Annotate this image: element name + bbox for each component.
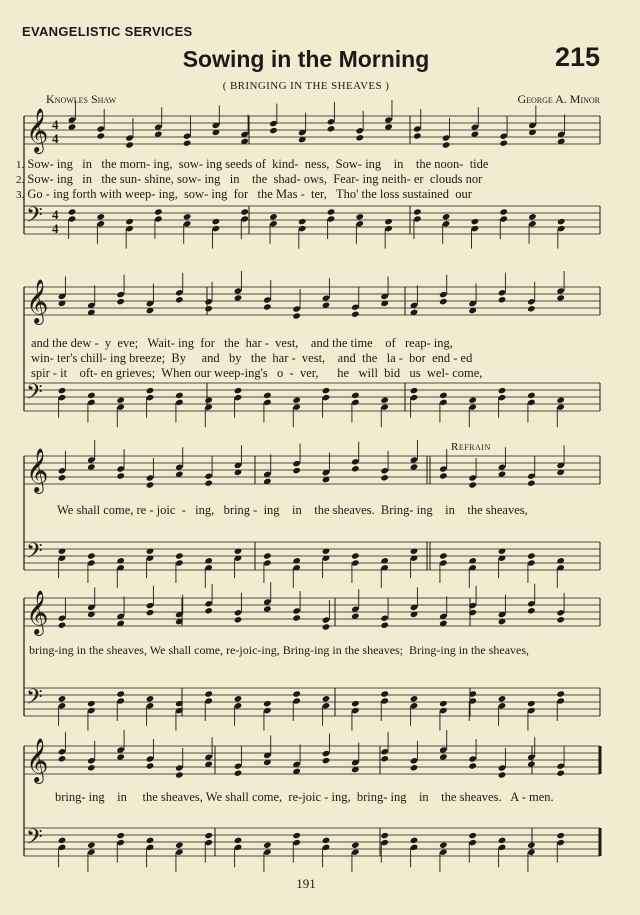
notehead (263, 842, 272, 849)
notehead (292, 832, 301, 839)
notehead (263, 700, 272, 707)
notehead (183, 140, 192, 147)
notehead (498, 771, 507, 778)
notehead (468, 762, 477, 769)
notehead (58, 474, 67, 481)
notehead (322, 695, 331, 702)
notehead (322, 623, 331, 630)
refrain-line-3: bring- ing in the sheaves, We shall come, re-joic - ing, bring- ing in the sheaves. A - men. (55, 790, 554, 804)
notehead (234, 294, 243, 301)
notehead (351, 552, 360, 559)
bass-clef: 𝄢 (26, 685, 43, 715)
notehead (527, 305, 536, 312)
time-signature-bottom: 4 (52, 221, 59, 236)
notehead (527, 392, 536, 399)
notehead (439, 753, 448, 760)
time-signature-bottom: 4 (52, 131, 59, 146)
notehead (58, 837, 67, 844)
notehead (146, 481, 155, 488)
treble-clef: 𝄞 (26, 108, 49, 152)
treble-clef: 𝄞 (26, 738, 49, 782)
notehead (556, 832, 565, 839)
notehead (556, 690, 565, 697)
notehead (87, 700, 96, 707)
notehead (58, 387, 67, 394)
notehead (146, 609, 155, 616)
notehead (351, 465, 360, 472)
verse-line-1: and the dew - y eve; Wait- ing for the har - vest, and the time of reap- ing, (31, 336, 453, 350)
notehead (468, 481, 477, 488)
notehead (204, 690, 213, 697)
notehead (125, 218, 134, 225)
notehead (498, 695, 507, 702)
notehead (527, 480, 536, 487)
notehead (556, 294, 565, 301)
notehead (175, 771, 184, 778)
notehead (146, 695, 155, 702)
notehead (410, 387, 419, 394)
hymn-number: 215 (554, 42, 600, 72)
notehead (204, 607, 213, 614)
bass-clef: 𝄢 (26, 203, 43, 233)
verse-line-3: spir - it oft- en grieves; When our weep-ing's o - ver, he will bid us wel- come, (31, 366, 483, 380)
notehead (204, 480, 213, 487)
verse-line-1: 1. Sow- ing in the morn- ing, sow- ing seeds of kind- ness, Sow- ing in the noon- tide (16, 157, 489, 171)
notehead (234, 770, 243, 777)
notehead (498, 296, 507, 303)
notehead (58, 622, 67, 629)
notehead (116, 298, 125, 305)
notehead (292, 312, 301, 319)
notehead (292, 690, 301, 697)
notehead (442, 141, 451, 148)
notehead (380, 397, 389, 404)
notehead (498, 837, 507, 844)
notehead (68, 208, 77, 215)
page-number: 191 (296, 876, 316, 891)
notehead (557, 218, 566, 225)
lyricist-name: Knowles Shaw (46, 92, 117, 106)
notehead (68, 123, 77, 130)
notehead (556, 397, 565, 404)
notehead (322, 837, 331, 844)
notehead (410, 764, 419, 771)
notehead (116, 832, 125, 839)
notehead (439, 472, 448, 479)
notehead (292, 397, 301, 404)
notehead (175, 842, 184, 849)
notehead (351, 311, 360, 318)
notehead (410, 463, 419, 470)
notehead (204, 305, 213, 312)
notehead (413, 132, 422, 139)
notehead (384, 123, 393, 130)
notehead (468, 832, 477, 839)
notehead (556, 770, 565, 777)
treble-clef: 𝄞 (26, 590, 49, 634)
notehead (292, 467, 301, 474)
notehead (234, 695, 243, 702)
notehead (240, 208, 249, 215)
refrain-line-2: bring-ing in the sheaves, We shall come, re-joic-ing, Bring-ing in the sheaves; Bring-ing in the sheaves, (29, 643, 530, 657)
notehead (498, 387, 507, 394)
treble-clef: 𝄞 (26, 448, 49, 492)
notehead (410, 695, 419, 702)
hymn-title: Sowing in the Morning (182, 46, 430, 72)
notehead (175, 296, 184, 303)
notehead (356, 213, 365, 220)
notehead (380, 690, 389, 697)
notehead (322, 387, 331, 394)
notehead (528, 213, 537, 220)
notehead (269, 213, 278, 220)
verse-line-2: 2. Sow- ing in the sun- shine, sow- ing in the shad- ows, Fear- ing neith- er clouds nor (16, 172, 483, 186)
notehead (97, 132, 106, 139)
notehead (204, 832, 213, 839)
notehead (439, 298, 448, 305)
notehead (380, 474, 389, 481)
notehead (87, 842, 96, 849)
notehead (116, 690, 125, 697)
notehead (263, 605, 272, 612)
notehead (87, 552, 96, 559)
refrain-line-1: We shall come, re - joic - ing, bring - ing in the sheaves. Bring- ing in the sheaves, (57, 503, 528, 517)
notehead (439, 552, 448, 559)
notehead (58, 755, 67, 762)
composer-name: George A. Minor (517, 92, 600, 106)
bass-clef: 𝄢 (26, 539, 43, 569)
notehead (499, 140, 508, 147)
notehead (322, 757, 331, 764)
time-signature-top: 4 (52, 207, 59, 222)
hymnal-section-heading: EVANGELISTIC SERVICES (22, 24, 193, 39)
notehead (380, 622, 389, 629)
notehead (97, 213, 106, 220)
notehead (556, 616, 565, 623)
notehead (527, 700, 536, 707)
notehead (87, 764, 96, 771)
verse-line-2: win- ter's chill- ing breeze; By and by the har - vest, and the la - bor end - ed (31, 351, 473, 365)
verse-line-3: 3. Go - ing forth with weep- ing, sow- ing for the Mas - ter, Tho' the loss sustained our (16, 187, 472, 201)
notehead (527, 607, 536, 614)
notehead (58, 695, 67, 702)
notehead (146, 762, 155, 769)
notehead (183, 213, 192, 220)
notehead (146, 387, 155, 394)
notehead (439, 842, 448, 849)
notehead (234, 616, 243, 623)
notehead (439, 392, 448, 399)
notehead (116, 753, 125, 760)
treble-clef: 𝄞 (26, 279, 49, 323)
notehead (234, 837, 243, 844)
notehead (175, 552, 184, 559)
notehead (327, 125, 336, 132)
notehead (527, 842, 536, 849)
notehead (380, 832, 389, 839)
notehead (351, 392, 360, 399)
notehead (499, 208, 508, 215)
notehead (468, 397, 477, 404)
notehead (263, 552, 272, 559)
notehead (471, 218, 480, 225)
notehead (298, 218, 307, 225)
notehead (356, 134, 365, 141)
refrain-label: Refrain (451, 441, 491, 453)
notehead (292, 614, 301, 621)
notehead (125, 141, 134, 148)
notehead (527, 552, 536, 559)
notehead (263, 392, 272, 399)
time-signature-top: 4 (52, 117, 59, 132)
hymn-subtitle: ( BRINGING IN THE SHEAVES ) (222, 80, 390, 92)
notehead (204, 397, 213, 404)
notehead (87, 392, 96, 399)
bass-clef: 𝄢 (26, 380, 43, 410)
notehead (439, 700, 448, 707)
notehead (146, 837, 155, 844)
notehead (87, 463, 96, 470)
notehead (380, 755, 389, 762)
notehead (384, 218, 393, 225)
notehead (212, 218, 221, 225)
notehead (263, 303, 272, 310)
notehead (351, 700, 360, 707)
notehead (116, 472, 125, 479)
notehead (442, 213, 451, 220)
notehead (154, 208, 163, 215)
notehead (351, 842, 360, 849)
notehead (116, 397, 125, 404)
notehead (410, 837, 419, 844)
notehead (413, 208, 422, 215)
notehead (234, 387, 243, 394)
notehead (175, 392, 184, 399)
notehead (327, 208, 336, 215)
bass-clef: 𝄢 (26, 825, 43, 855)
notehead (269, 127, 278, 134)
